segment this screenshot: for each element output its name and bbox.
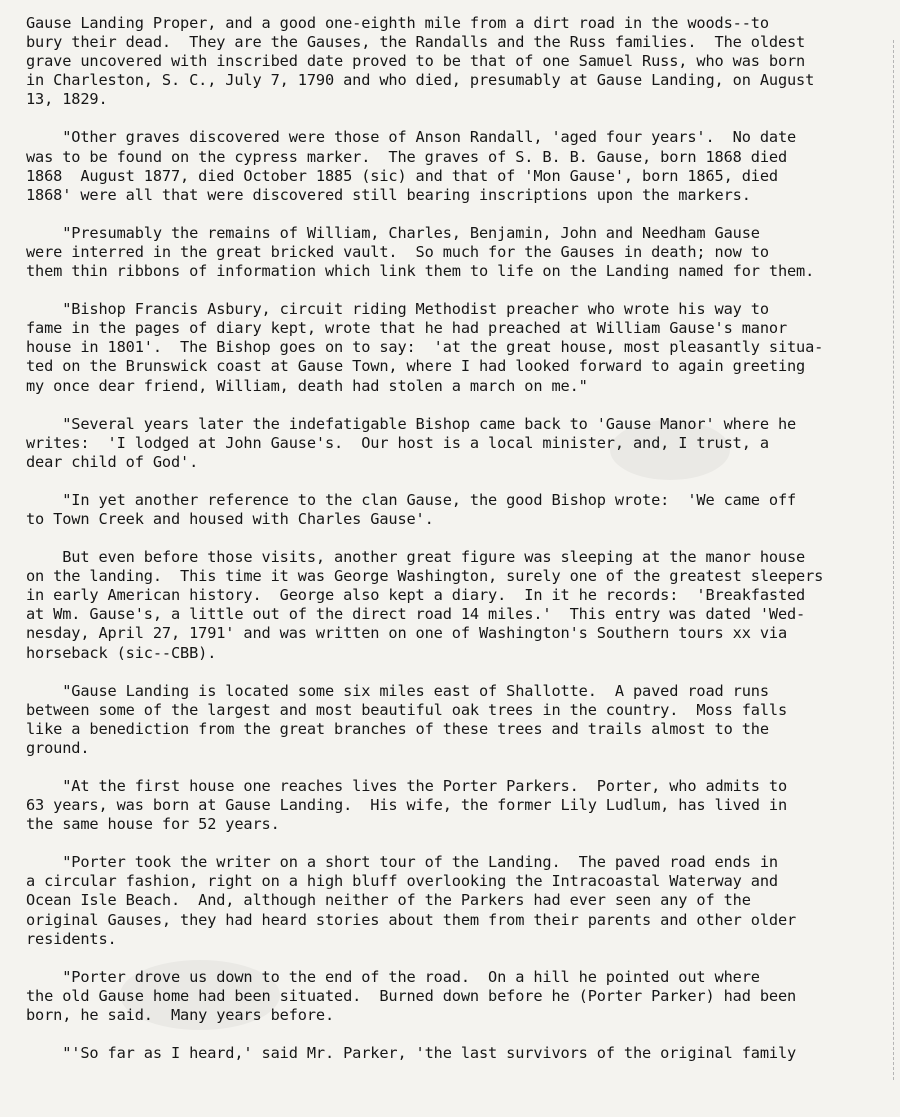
text-line: But even before those visits, another great figure was sleeping at the manor house [26,548,806,567]
text-line: my once dear friend, William, death had stolen a march on me." [26,376,588,395]
text-line: the old Gause home had been situated. Burned down before he (Porter Parker) had been [26,986,797,1005]
text-line: to Town Creek and housed with Charles Gause'. [26,509,434,528]
text-line: 63 years, was born at Gause Landing. His wife, the former Lily Ludlum, has lived in [26,796,787,815]
text-line: original Gauses, they had heard stories about them from their parents and other older [26,910,797,929]
text-line: in Charleston, S. C., July 7, 1790 and who died, presumably at Gause Landing, on August [26,71,815,90]
text-line: grave uncovered with inscribed date proved to be that of one Samuel Russ, who was born [26,52,806,71]
paragraph [26,224,882,281]
text-line: fame in the pages of diary kept, wrote that he had preached at William Gause's manor [26,319,787,338]
text-line: were interred in the great bricked vault. So much for the Gauses in death; now to [26,242,769,261]
text-line: Ocean Isle Beach. And, although neither of the Parkers had ever seen any of the [26,891,751,910]
text-line: "Gause Landing is located some six miles east of Shallotte. A paved road runs [26,681,769,700]
text-line: "At the first house one reaches lives the Porter Parkers. Porter, who admits to [26,777,787,795]
text-line: residents. [26,929,117,948]
text-line: Gause Landing Proper, and a good one-eighth mile from a dirt road in the woods--to [26,14,769,32]
paragraph [26,682,882,758]
text-line: "Several years later the indefatigable Bishop came back to 'Gause Manor' where he [26,414,797,433]
paragraph [26,128,882,204]
text-line: "In yet another reference to the clan Gause, the good Bishop wrote: 'We came off [26,490,797,509]
text-line: writes: 'I lodged at John Gause's. Our host is a local minister, and, I trust, a [26,433,769,452]
text-line: between some of the largest and most beautiful oak trees in the country. Moss falls [26,700,787,719]
text-line: ted on the Brunswick coast at Gause Town, where I had looked forward to again greeting [26,357,806,376]
text-line: at Wm. Gause's, a little out of the direct road 14 miles.' This entry was dated 'Wed- [26,605,806,624]
text-line: horseback (sic--CBB). [26,643,217,662]
text-line: in early American history. George also kept a diary. In it he records: 'Breakfasted [26,586,806,605]
text-line: the same house for 52 years. [26,815,280,834]
paragraph [26,548,882,663]
text-line: 1868 August 1877, died October 1885 (sic) and that of 'Mon Gause', born 1865, died [26,166,778,185]
paper-smudge [610,420,730,480]
text-line: "Porter took the writer on a short tour of the Landing. The paved road ends in [26,853,778,872]
text-line: house in 1801'. The Bishop goes on to say: 'at the great house, most pleasantly situa- [26,338,824,357]
paper-smudge [120,960,280,1030]
margin-rule [893,40,900,1080]
text-line: dear child of God'. [26,452,199,471]
text-line: nesday, April 27, 1791' and was written on one of Washington's Southern tours xx via [26,624,787,643]
text-line: on the landing. This time it was George Washington, surely one of the greatest sleepers [26,567,824,586]
text-line: ground. [26,738,90,757]
paragraph [26,853,882,948]
text-line: was to be found on the cypress marker. The graves of S. B. B. Gause, born 1868 died [26,147,787,166]
text-line: bury their dead. They are the Gauses, the Randalls and the Russ families. The oldest [26,33,806,52]
paragraph [26,777,882,834]
text-line: a circular fashion, right on a high bluff overlooking the Intracoastal Waterway and [26,872,778,891]
paragraph [26,14,882,109]
text-line: "Other graves discovered were those of Anson Randall, 'aged four years'. No date [26,128,797,147]
text-line: "Presumably the remains of William, Charles, Benjamin, John and Needham Gause [26,223,760,242]
text-line: "Porter drove us down to the end of the road. On a hill he pointed out where [26,967,760,986]
text-line: like a benediction from the great branches of these trees and trails almost to the [26,719,769,738]
text-line: 13, 1829. [26,90,108,109]
document-body [26,14,882,1063]
text-line: "'So far as I heard,' said Mr. Parker, 'the last survivors of the original family [26,1044,797,1063]
paragraph [26,491,882,529]
text-line: "Bishop Francis Asbury, circuit riding Methodist preacher who wrote his way to [26,300,769,319]
paragraph [26,415,882,472]
text-line: them thin ribbons of information which link them to life on the Landing named for them. [26,262,815,281]
text-line: born, he said. Many years before. [26,1005,335,1024]
paragraph [26,1044,882,1063]
text-line: 1868' were all that were discovered still bearing inscriptions upon the markers. [26,185,751,204]
paragraph [26,300,882,395]
